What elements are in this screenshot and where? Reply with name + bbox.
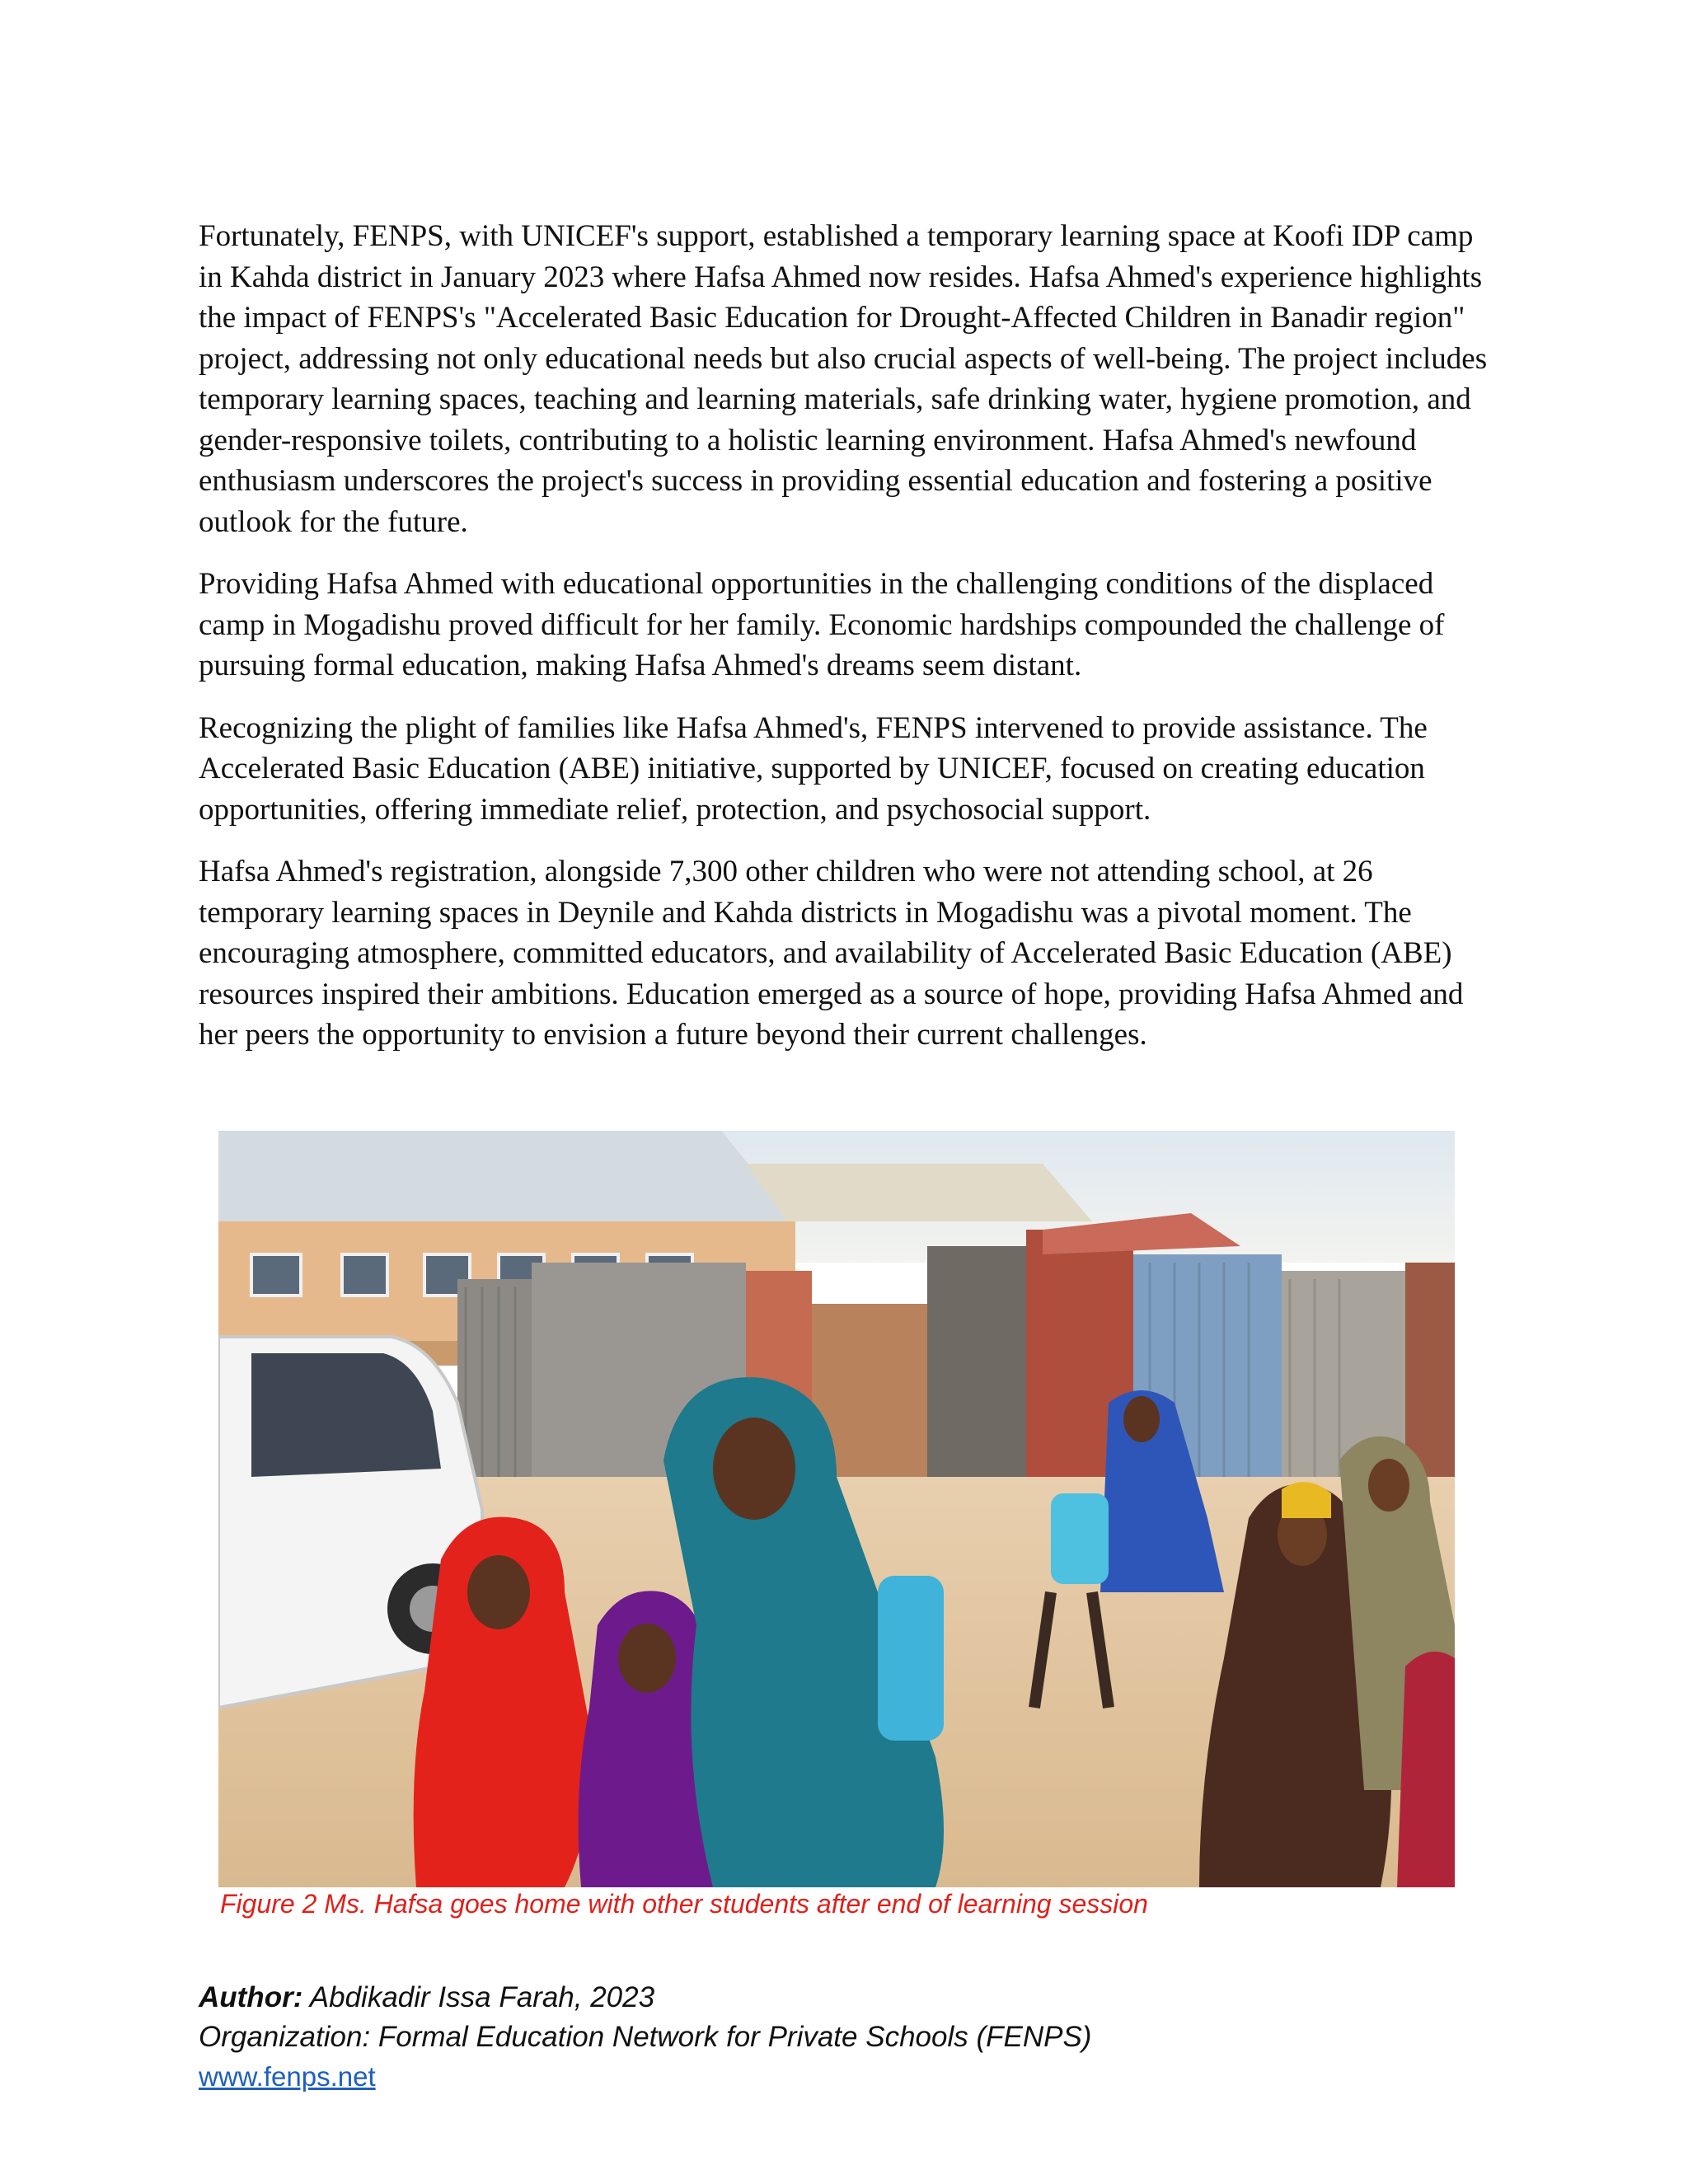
figure-photo [218,1131,1455,1887]
figure-caption: Figure 2 Ms. Hafsa goes home with other students after end of learning session [220,1889,1148,1919]
paragraph-2: Providing Hafsa Ahmed with educational opportunities in the challenging conditions of the displaced camp in Mogadishu proved difficult for her family. Economic hardships compounded the challenge of pursuing formal education, making Hafsa Ahmed's dreams seem distant. [199,567,1445,682]
author-line [199,1978,1091,2018]
author-block [199,1978,1091,2097]
article-body [199,216,1501,1077]
paragraph-3: Recognizing the plight of families like Hafsa Ahmed's, FENPS intervened to provide assistance. The Accelerated Basic Education (ABE) initiative, supported by UNICEF, focused on creating education opportunities, offering immediate relief, protection, and psychosocial support. [199,710,1428,827]
organization-line: Organization: Formal Education Network for Private Schools (FENPS) [199,2021,1092,2053]
paragraph-1: Fortunately, FENPS, with UNICEF's support, established a temporary learning space at Koofi IDP camp in Kahda district in January 2023 where Hafsa Ahmed now resides. Hafsa Ahmed's experience highlights the impact of FENPS's "Accelerated Basic Education for Drought-Affected Children in Banadir region" project, addressing not only educational needs but also crucial aspects of well-being. The project includes temporary learning spaces, teaching and learning materials, safe drinking water, hygiene promotion, and gender-responsive toilets, contributing to a holistic learning environment. Hafsa Ahmed's newfound enthusiasm underscores the project's success in providing essential education and fostering a positive outlook for the future. [199,219,1488,539]
author-name: Abdikadir Issa Farah, 2023 [302,1981,655,2013]
building-roof [218,1131,795,1221]
author-label: Author: [199,1981,303,2013]
photo-illustration [218,1131,1455,1887]
website-link[interactable]: www.fenps.net [199,2061,376,2092]
paragraph-4: Hafsa Ahmed's registration, alongside 7,300 other children who were not attending school, at 26 temporary learning spaces in Deynile and Kahda districts in Mogadishu was a pivotal moment. The encouraging atmosphere, committed educators, and availability of Accelerated Basic Education (ABE) resources inspired their ambitions. Education emerged as a source of hope, providing Hafsa Ahmed and her peers the opportunity to envision a future beyond their current challenges. [199,855,1464,1052]
